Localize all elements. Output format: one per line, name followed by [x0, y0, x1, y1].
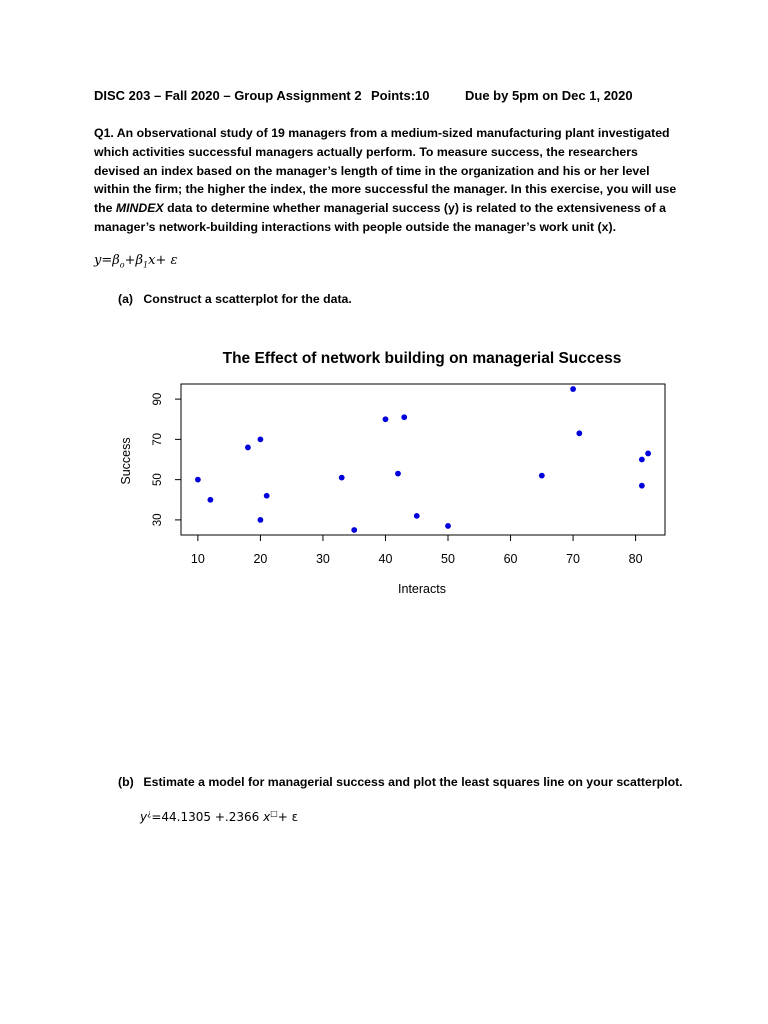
part-b-label: (b) [118, 775, 134, 789]
x-tick-label: 70 [566, 552, 581, 566]
fitted-y: y [140, 810, 148, 824]
data-point [639, 483, 645, 489]
y-tick-label: 30 [152, 513, 164, 527]
part-a-label: (a) [118, 292, 134, 306]
eq-lhs: y=β [94, 253, 120, 268]
data-point [195, 477, 201, 483]
fitted-coefficients: =44.1305 +.2366 [151, 810, 264, 824]
data-point [576, 430, 582, 436]
x-axis [191, 535, 643, 566]
fitted-hat: ¿ [147, 809, 152, 818]
eq-rhs: x+ ε [148, 253, 178, 268]
data-point [639, 457, 645, 463]
x-tick-label: 60 [503, 552, 518, 566]
data-point [339, 475, 345, 481]
chart-title: The Effect of network building on managerial Success [222, 350, 622, 367]
data-point [383, 416, 389, 422]
fitted-box-glyph: □ [270, 809, 278, 818]
y-tick-label: 50 [152, 473, 164, 487]
data-point [414, 513, 420, 519]
x-tick-label: 40 [378, 552, 393, 566]
q1-text-part2: data to determine whether managerial success (y) is related to the extensiveness of a manager’s network-building interactions with people outside the manager’s work unit (x). [94, 201, 667, 234]
part-b-text: Estimate a model for managerial success and plot the least squares line on your scatterplot. [143, 775, 683, 789]
q1-text-part1: Q1. An observational study of 19 managers from a medium-sized manufacturing plant investigated which activities successful managers actually perform. To measure success, the researchers devised an index based on the manager’s length of time in the organization and his or her level within the firm; the higher the index, the more successful the manager. In this exercise, you will use the [94, 126, 677, 216]
eq-mid: +β [124, 253, 144, 268]
data-point [539, 473, 545, 479]
eq-sub0: o [119, 260, 125, 270]
part-a-text: Construct a scatterplot for the data. [143, 292, 352, 306]
fitted-error-term: + ε [277, 810, 299, 824]
dataset-name: MINDEX [115, 201, 164, 216]
data-point [258, 436, 264, 442]
data-point [207, 497, 213, 503]
course-title: DISC 203 – Fall 2020 – Group Assignment 2 [94, 88, 362, 103]
y-axis [152, 393, 181, 527]
data-point [570, 386, 576, 392]
fitted-x: x [263, 810, 271, 824]
x-tick-label: 30 [315, 552, 330, 566]
data-point [258, 517, 264, 523]
y-tick-label: 90 [152, 392, 164, 406]
x-tick-label: 20 [253, 552, 268, 566]
data-point [245, 445, 251, 451]
data-point [401, 414, 407, 420]
points-label: Points:10 [371, 88, 430, 103]
data-point [645, 451, 651, 457]
data-point [264, 493, 270, 499]
data-point [351, 527, 357, 533]
x-tick-label: 50 [441, 552, 455, 566]
data-point [395, 471, 401, 477]
due-date: Due by 5pm on Dec 1, 2020 [465, 88, 633, 103]
plot-frame [181, 384, 665, 535]
y-axis-label: Success [119, 437, 133, 485]
data-points [195, 386, 651, 533]
part-b [118, 775, 683, 789]
eq-sub1: 1 [143, 260, 149, 270]
data-point [445, 523, 451, 529]
fitted-equation [140, 809, 298, 824]
x-tick-label: 80 [628, 552, 643, 566]
x-tick-label: 10 [190, 552, 205, 566]
x-axis-label: Interacts [398, 582, 446, 596]
y-tick-label: 70 [152, 432, 164, 446]
